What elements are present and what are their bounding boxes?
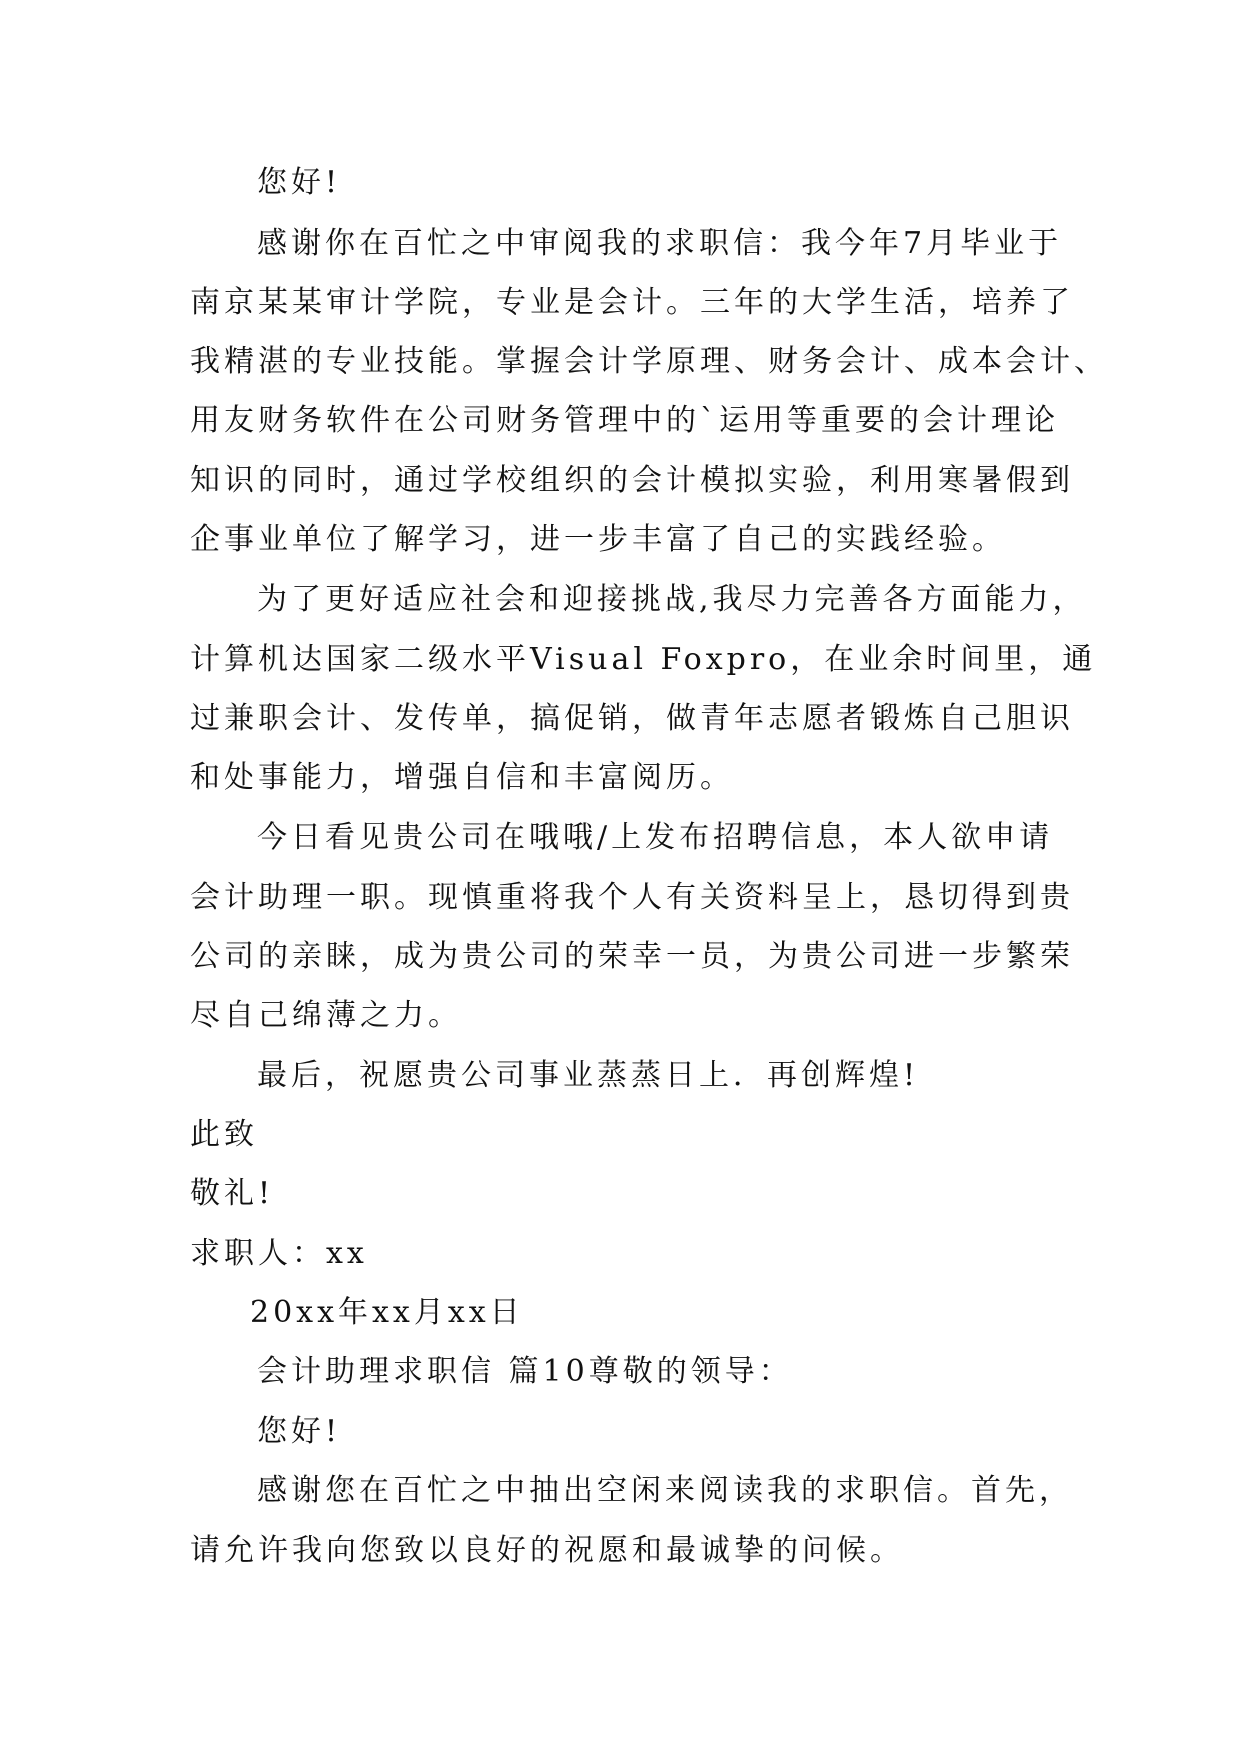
paragraph-line: 尽自己绵薄之力。: [190, 998, 462, 1033]
paragraph-line: 过兼职会计、发传单，搞促销，做青年志愿者锻炼自己胆识: [190, 701, 1074, 736]
paragraph-line: 请允许我向您致以良好的祝愿和最诚挚的问候。: [190, 1533, 904, 1568]
paragraph-line: 知识的同时，通过学校组织的会计模拟实验，利用寒暑假到: [190, 463, 1074, 498]
applicant-signature: 求职人：xx: [190, 1236, 368, 1271]
paragraph-line: 今日看见贵公司在哦哦/上发布招聘信息，本人欲申请: [257, 820, 1054, 855]
section-heading-line: 会计助理求职信 篇10尊敬的领导：: [257, 1354, 793, 1389]
closing-regards: 敬礼!: [190, 1176, 275, 1211]
paragraph-line: 会计助理一职。现慎重将我个人有关资料呈上，恳切得到贵: [190, 880, 1074, 915]
paragraph-line: 我精湛的专业技能。掌握会计学原理、财务会计、成本会计、: [190, 344, 1108, 379]
greeting-line: 您好!: [257, 1414, 342, 1449]
greeting-line: 您好!: [257, 165, 342, 200]
paragraph-line: 为了更好适应社会和迎接挑战,我尽力完善各方面能力，: [257, 582, 1087, 617]
paragraph-line: 和处事能力，增强自信和丰富阅历。: [190, 760, 734, 795]
closing-salutation: 此致: [190, 1117, 258, 1152]
letter-date: 20xx年xx月xx日: [250, 1295, 524, 1330]
paragraph-line: 感谢您在百忙之中抽出空闲来阅读我的求职信。首先，: [257, 1473, 1073, 1508]
paragraph-line: 用友财务软件在公司财务管理中的`运用等重要的会计理论: [190, 403, 1059, 438]
paragraph-line: 计算机达国家二级水平Visual Foxpro，在业余时间里，通: [190, 642, 1097, 677]
paragraph-line: 企事业单位了解学习，进一步丰富了自己的实践经验。: [190, 522, 1006, 557]
paragraph-line: 南京某某审计学院，专业是会计。三年的大学生活，培养了: [190, 285, 1074, 320]
closing-wish-line: 最后，祝愿贵公司事业蒸蒸日上．再创辉煌!: [257, 1058, 920, 1093]
paragraph-line: 感谢你在百忙之中审阅我的求职信：我今年7月毕业于: [257, 226, 1063, 261]
paragraph-line: 公司的亲睐，成为贵公司的荣幸一员，为贵公司进一步繁荣: [190, 939, 1074, 974]
